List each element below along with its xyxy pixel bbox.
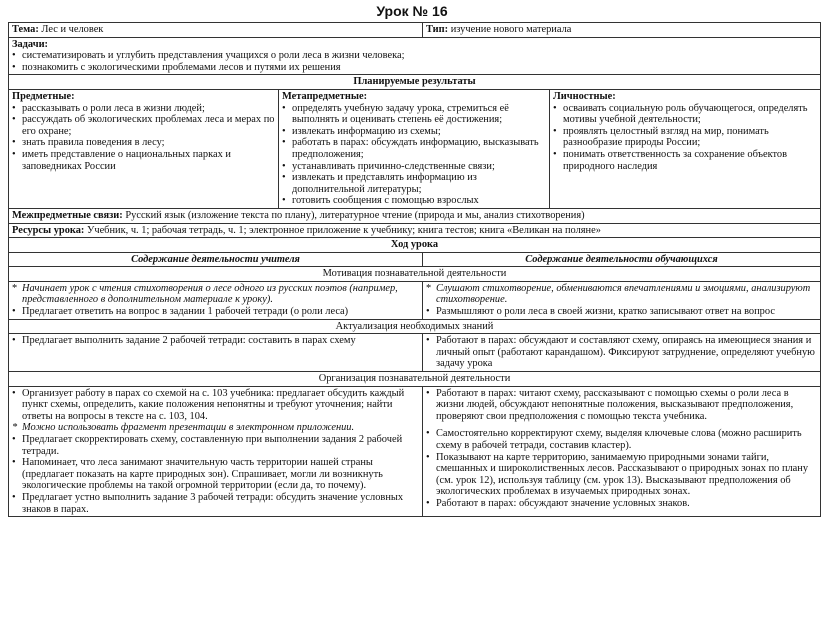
list-item: • познакомить с экологическими проблемами лесов и путями их решения [12,62,817,74]
row-resources [9,223,821,238]
interdisciplinary-label: Межпредметные связи: [12,209,123,221]
subject-results-cell [9,89,279,208]
topic-value: Лес и человек [41,24,104,35]
subject-list [12,103,275,173]
lesson-plan-table [8,22,821,517]
list-item: • знать правила поведения в лесу; [12,137,275,149]
list-item: • извлекать и представлять информацию из дополнительной литературы; [282,172,546,195]
stages-body [9,267,821,517]
row-planned-results [9,75,821,90]
personal-results-cell [550,89,821,208]
course-heading: Ход урока [9,238,821,253]
meta-results-cell [279,89,550,208]
list-item: • рассказывать о роли леса в жизни людей; [12,103,275,115]
resources-cell [9,223,821,238]
list-item: • систематизировать и углубить представления учащихся о роли леса в жизни человека; [12,50,817,62]
activity-item [426,335,817,370]
activity-text: Предлагает выполнить задание 2 рабочей тетради: составить в парах схему [22,335,356,347]
type-value: изучение нового материала [450,24,572,35]
teacher-header: Содержание деятельности учителя [9,252,423,267]
activity-item [12,306,419,318]
activity-item [426,283,817,306]
activity-item [12,434,419,457]
list-item: • работать в парах: обсуждать информацию, высказывать предположения; [282,137,546,160]
list-item: • рассуждать об экологических проблемах леса и мерах по его охране; [12,114,275,137]
list-item: • проявлять целостный взгляд на мир, понимать разнообразие природы России; [553,126,817,149]
activity-item [12,335,419,347]
list-item: • устанавливать причинно-следственные связи; [282,161,546,173]
activity-text: Предлагает устно выполнить задание 3 рабочей тетради: обсудить значение условных знаков в парах. [22,491,404,515]
stage-heading: Актуализация необходимых знаний [9,319,821,334]
tasks-list [12,50,817,73]
row-results [9,89,821,208]
stage-content-row [9,386,821,517]
row-tasks [9,37,821,75]
stage-heading-row [9,319,821,334]
stage-heading: Мотивация познавательной деятельности [9,267,821,282]
activity-list [12,422,419,434]
list-item: • извлекать информацию из схемы; [282,126,546,138]
activity-item [12,283,419,306]
list-item: • понимать ответственность за сохранение объектов природного наследия [553,149,817,172]
activity-text: Самостоятельно корректируют схему, выделяя ключевые слова (можно расширить схему в рабочей тетради, составив кластер). [436,428,802,451]
list-item: • определять учебную задачу урока, стремиться её выполнять и оценивать степень её достижения; [282,103,546,126]
activity-list [426,428,817,509]
stage-heading-row [9,372,821,387]
subject-label: Предметные: [12,90,75,102]
activity-lead: Начинает [22,282,68,294]
resources-value: Учебник, ч. 1; рабочая тетрадь, ч. 1; электронное приложение к учебнику; книга тестов; книга «Великан на поляне» [86,224,601,236]
activity-item [426,452,817,498]
tasks-cell [9,37,821,75]
student-activity-cell [423,386,821,517]
activity-list [12,388,419,423]
activity-text: Предлагает ответить на вопрос в задании 1 рабочей тетради (о роли леса) [22,306,349,318]
activity-text: Работают в парах: обсуждают и составляют схему, опираясь на имеющиеся знания и личный опыт (работают карандашом). Фиксируют затруднение, определяют учебную задачу урока [436,335,815,370]
personal-label: Личностные: [553,90,616,102]
activity-list [426,335,817,370]
planned-results-heading: Планируемые результаты [9,75,821,90]
activity-text: Организует работу в парах со схемой на с. 103 учебника: предлагает обсудить каждый пункт схемы, определить, какие положения непонятны и требуют уточнения; найти ответы на вопросы в тексте на с. 103, 104. [22,387,405,422]
lesson-title: Урок № 16 [376,3,448,19]
type-cell [423,23,821,38]
activity-text: Можно использовать фрагмент презентации в электронном приложении. [22,422,355,434]
activity-item [426,428,817,451]
activity-item [426,498,817,510]
list-item: • иметь представление о национальных парках и заповедниках России [12,149,275,172]
teacher-activity-cell [9,281,423,319]
stage-heading-row [9,267,821,282]
tasks-label: Задачи: [12,38,49,50]
student-header: Содержание деятельности обучающихся [423,252,821,267]
activity-list [12,335,419,347]
stage-content-row [9,281,821,319]
activity-list [12,306,419,318]
activity-item [12,492,419,515]
type-label: Тип: [426,24,449,35]
list-item: • готовить сообщения с помощью взрослых [282,195,546,207]
activity-text: Показывают на карте территорию, занимаемую природными зонами тайги, смешанных и широколиственных лесов. Рассказывают о природных зонах по плану (см. урок 12), используя таблицу (см. урок 13). Высказывают предположения об экологических проблемах в изучаемых природных зонах. [436,451,809,498]
activity-text: Предлагает скорректировать схему, составленную при выполнении задания 2 рабочей тетради. [22,434,403,457]
meta-label: Метапредметные: [282,90,368,102]
activity-text: Размышляют о роли леса в своей жизни, кратко записывают ответ на вопрос [436,306,775,318]
activity-list [426,388,817,423]
teacher-activity-cell [9,386,423,517]
resources-label: Ресурсы урока: [12,224,85,236]
activity-text: урок с чтения стихотворения о лесе одного из русских поэтов (например, представленного в дополнительном материале к уроку). [22,282,398,306]
teacher-activity-cell [9,334,423,372]
row-interdisciplinary [9,208,821,223]
activity-list [12,434,419,515]
activity-text: Работают в парах: обсуждают значение условных знаков. [436,497,690,509]
topic-cell [9,23,423,38]
activity-item [426,388,817,423]
interdisciplinary-cell [9,208,821,223]
meta-list [282,103,546,207]
personal-list [553,103,817,173]
activity-item [12,388,419,423]
student-activity-cell [423,334,821,372]
interdisciplinary-value: Русский язык (изложение текста по плану), литературное чтение (природа и мы, анализ стихотворения) [125,209,585,221]
activity-text: Работают в парах: читают схему, рассказывают с помощью схемы о роли леса в жизни людей, обсуждают непонятные положения, высказывают предположения, проверяют свои предположения с помощью текста учебника. [436,387,794,422]
stage-heading: Организация познавательной деятельности [9,372,821,387]
activity-list [12,283,419,306]
activity-list [426,283,817,306]
list-item: • осваивать социальную роль обучающегося, определять мотивы учебной деятельности; [553,103,817,126]
activity-lead: Слушают [436,282,480,294]
stage-content-row [9,334,821,372]
activity-text: Напоминает, что леса занимают значительную часть территории нашей страны (предлагает показать на карте природных зон). Спрашивает, могли ли возникнуть экологические проблемы на такой огромной территории (если да, то почему). [22,457,383,492]
activity-item [12,422,419,434]
topic-label: Тема: [12,24,39,35]
student-activity-cell [423,281,821,319]
row-topic [9,23,821,38]
activity-item [12,457,419,492]
row-course [9,238,821,253]
activity-list [426,306,817,318]
activity-item [426,306,817,318]
row-column-headers [9,252,821,267]
activity-text: стихотворение, обмениваются впечатлениями и эмоциями, анализируют стихотворение. [436,282,811,306]
